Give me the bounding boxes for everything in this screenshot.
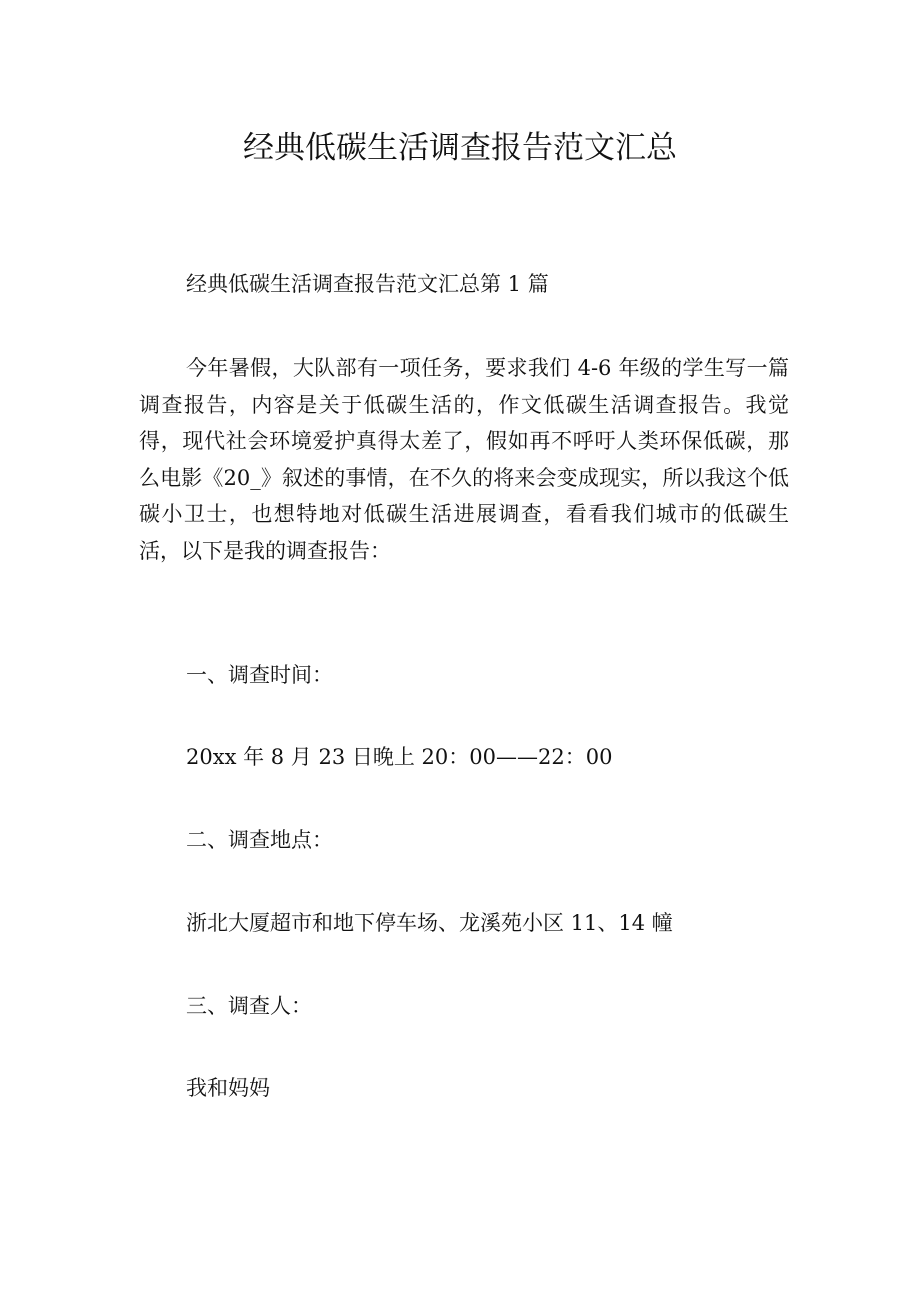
section-content-location: 浙北大厦超市和地下停车场、龙溪苑小区 11、14 幢	[186, 911, 673, 935]
intro-paragraph: 今年暑假，大队部有一项任务，要求我们 4-6 年级的学生写一篇调查报告，内容是关于低碳生活的，作文低碳生活调查报告。我觉得，现代社会环境爱护真得太差了，假如再不呼吁人类环保低碳，那么电影《20_》叙述的事情，在不久的将来会变成现实，所以我这个低碳小卫士，也想特地对低碳生活进展调查，看看我们城市的低碳生活，以下是我的调查报告：	[139, 356, 789, 563]
section-content-time: 20xx 年 8 月 23 日晚上 20：00——22：00	[186, 745, 613, 769]
section-content-investigator: 我和妈妈	[186, 1076, 270, 1100]
document-title: 经典低碳生活调查报告范文汇总	[243, 130, 677, 166]
section-heading-location: 二、调查地点：	[186, 828, 333, 852]
document-subtitle: 经典低碳生活调查报告范文汇总第 1 篇	[186, 272, 549, 296]
section-heading-time: 一、调查时间：	[186, 663, 333, 687]
section-heading-investigator: 三、调查人：	[186, 994, 312, 1018]
